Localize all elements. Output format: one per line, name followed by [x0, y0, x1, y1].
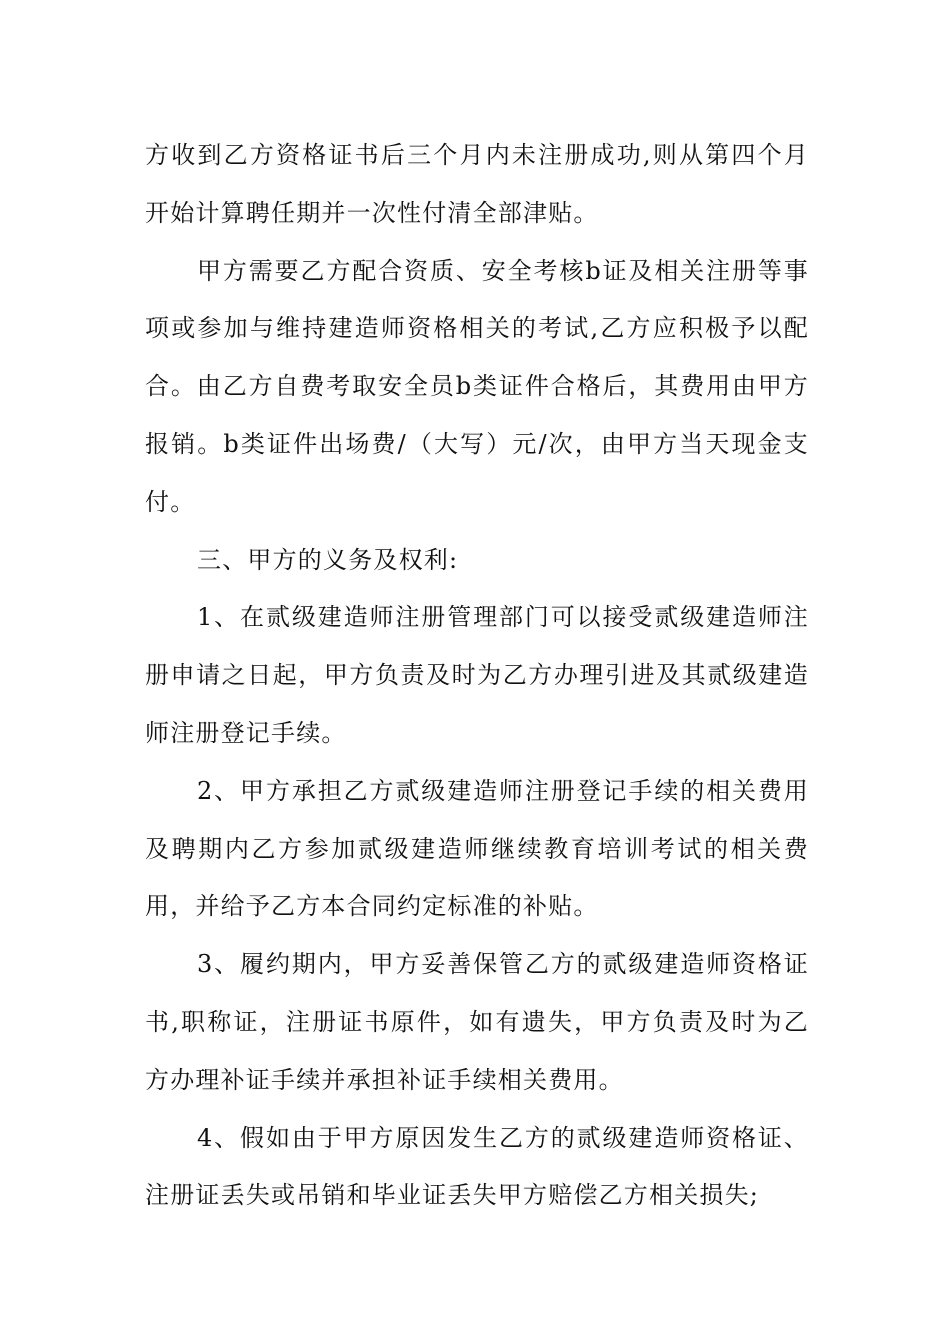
- section-heading-party-a-obligations: 三、甲方的义务及权利:: [197, 545, 459, 574]
- clause-3: 3、履约期内，甲方妥善保管乙方的贰级建造师资格证书,职称证，注册证书原件，如有遗失，甲方负责及时为乙方办理补证手续并承担补证手续相关费用。: [145, 950, 809, 1094]
- document-body: [145, 127, 809, 1225]
- paragraph-qualification-cooperation: 甲方需要乙方配合资质、安全考核b证及相关注册等事项或参加与维持建造师资格相关的考试,乙方应积极予以配合。由乙方自费考取安全员b类证件合格后，其费用由甲方报销。b类证件出场费/（大写）元/次，由甲方当天现金支付。: [145, 256, 809, 516]
- paragraph-continuation: 方收到乙方资格证书后三个月内未注册成功,则从第四个月开始计算聘任期并一次性付清全部津贴。: [145, 141, 809, 227]
- clause-2: 2、甲方承担乙方贰级建造师注册登记手续的相关费用及聘期内乙方参加贰级建造师继续教育培训考试的相关费用，并给予乙方本合同约定标准的补贴。: [145, 776, 809, 921]
- clause-4: 4、假如由于甲方原因发生乙方的贰级建造师资格证、注册证丢失或吊销和毕业证丢失甲方赔偿乙方相关损失;: [145, 1123, 809, 1210]
- clause-1: 1、在贰级建造师注册管理部门可以接受贰级建造师注册申请之日起，甲方负责及时为乙方办理引进及其贰级建造师注册登记手续。: [145, 603, 809, 747]
